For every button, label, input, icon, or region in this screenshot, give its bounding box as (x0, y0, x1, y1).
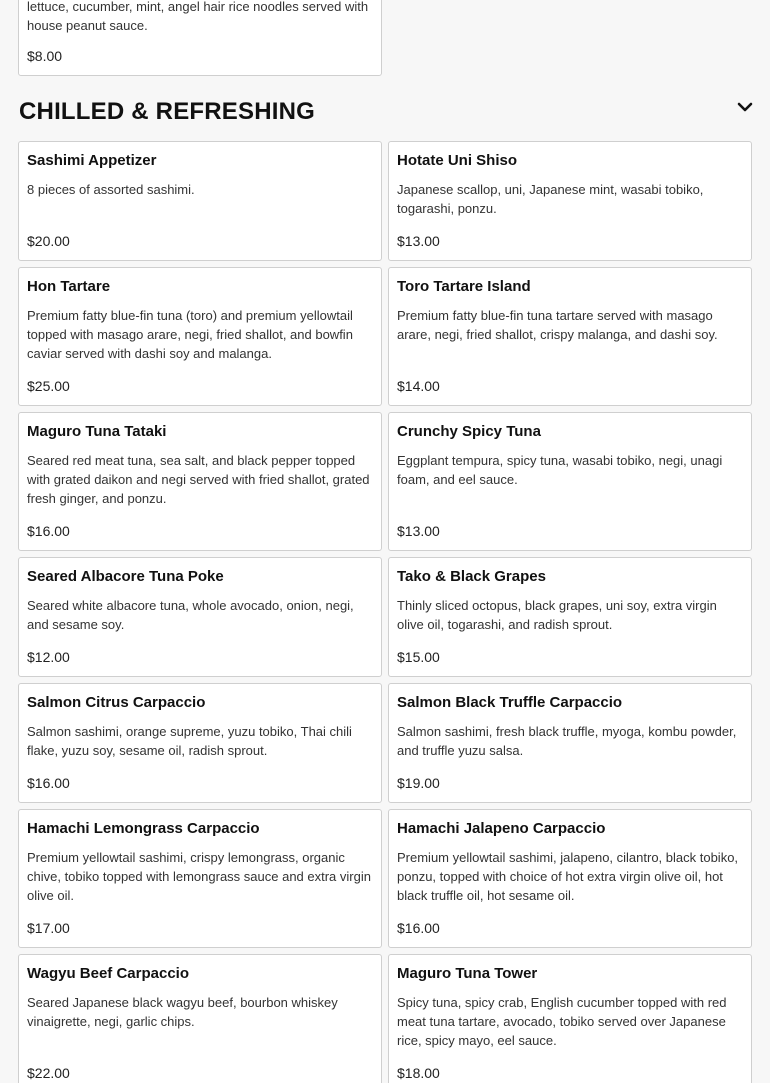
menu-item-card[interactable] (18, 267, 382, 406)
menu-item-name: Salmon Citrus Carpaccio (27, 694, 206, 711)
menu-item-card[interactable] (388, 954, 752, 1083)
menu-item-card[interactable] (18, 809, 382, 948)
menu-item-name: Hamachi Lemongrass Carpaccio (27, 820, 260, 837)
menu-item-name: Maguro Tuna Tataki (27, 423, 167, 440)
menu-item-name: Crunchy Spicy Tuna (397, 423, 541, 440)
menu-item-card[interactable] (18, 412, 382, 551)
chevron-down-icon[interactable] (736, 100, 754, 114)
menu-item-price: $22.00 (27, 1065, 70, 1081)
menu-item-card[interactable] (388, 557, 752, 677)
menu-item-price: $12.00 (27, 649, 70, 665)
menu-item-price: $17.00 (27, 920, 70, 936)
menu-item-description: Premium yellowtail sashimi, crispy lemongrass, organic chive, tobiko topped with lemongrass sauce and extra virgin olive oil. (27, 850, 371, 903)
menu-item-description: Premium yellowtail sashimi, jalapeno, cilantro, black tobiko, ponzu, topped with choice of hot extra virgin olive oil, hot black truffle oil, hot sesame oil. (397, 850, 739, 903)
menu-item-price: $16.00 (397, 920, 440, 936)
menu-item-name: Hon Tartare (27, 278, 111, 295)
menu-item-name: Tako & Black Grapes (397, 568, 546, 585)
menu-item-price: $13.00 (397, 233, 440, 249)
section-title: CHILLED & REFRESHING (19, 98, 316, 125)
menu-item-card[interactable] (388, 412, 752, 551)
menu-item-name: Toro Tartare Island (397, 278, 531, 295)
menu-item-card[interactable] (388, 683, 752, 803)
menu-item-card[interactable] (388, 141, 752, 261)
menu-item-name: Salmon Black Truffle Carpaccio (397, 694, 623, 711)
menu-item-description: Salmon sashimi, orange supreme, yuzu tobiko, Thai chili flake, yuzu soy, sesame oil, radish sprout. (27, 724, 352, 758)
menu-item-price: $20.00 (27, 233, 70, 249)
menu-item-price: $18.00 (397, 1065, 440, 1081)
menu-item-card[interactable] (18, 683, 382, 803)
menu-item-description: Thinly sliced octopus, black grapes, uni soy, extra virgin olive oil, togarashi, and radish sprout. (397, 598, 717, 632)
menu-item-description: Seared white albacore tuna, whole avocado, onion, negi, and sesame soy. (27, 598, 354, 632)
menu-item-description: Premium fatty blue-fin tuna (toro) and premium yellowtail topped with masago arare, negi, fried shallot, and bowfin caviar served with dashi soy and malanga. (27, 308, 353, 361)
menu-item-description: Salmon sashimi, fresh black truffle, myoga, kombu powder, and truffle yuzu salsa. (397, 724, 737, 758)
menu-item-price: $16.00 (27, 775, 70, 791)
menu-item-price: $8.00 (27, 48, 63, 64)
menu-item-description: Eggplant tempura, spicy tuna, wasabi tobiko, negi, unagi foam, and eel sauce. (397, 453, 723, 487)
menu-item-name: Hotate Uni Shiso (397, 152, 518, 169)
menu-item-description: Premium fatty blue-fin tuna tartare served with masago arare, negi, fried shallot, crispy malanga, and dashi soy. (397, 308, 718, 342)
menu-item-name: Hamachi Jalapeno Carpaccio (397, 820, 606, 837)
menu-item-price: $15.00 (397, 649, 440, 665)
menu-item-card[interactable] (18, 557, 382, 677)
menu-item-card[interactable] (18, 954, 382, 1083)
menu-item-price: $14.00 (397, 378, 440, 394)
menu-item-name: Maguro Tuna Tower (397, 965, 538, 982)
menu-item-name: Wagyu Beef Carpaccio (27, 965, 189, 982)
menu-item-card[interactable] (388, 267, 752, 406)
menu-item-price: $19.00 (397, 775, 440, 791)
menu-item-card-partial[interactable] (18, 0, 382, 76)
menu-item-price: $25.00 (27, 378, 70, 394)
menu-item-description: Seared Japanese black wagyu beef, bourbon whiskey vinaigrette, negi, garlic chips. (27, 995, 338, 1029)
menu-item-description: Seared red meat tuna, sea salt, and black pepper topped with grated daikon and negi served with fried shallot, grated fresh ginger, and ponzu. (27, 453, 370, 506)
menu-item-description: lettuce, cucumber, mint, angel hair rice noodles served with house peanut sauce. (27, 0, 369, 33)
menu-item-price: $13.00 (397, 523, 440, 539)
menu-item-description: Japanese scallop, uni, Japanese mint, wasabi tobiko, togarashi, ponzu. (397, 182, 704, 216)
menu-item-description: Spicy tuna, spicy crab, English cucumber topped with red meat tuna tartare, avocado, tobiko served over Japanese rice, spicy mayo, eel sauce. (397, 995, 727, 1048)
menu-item-card[interactable] (388, 809, 752, 948)
menu-item-price: $16.00 (27, 523, 70, 539)
menu-item-description: 8 pieces of assorted sashimi. (27, 182, 195, 197)
menu-item-name: Sashimi Appetizer (27, 152, 157, 169)
menu-item-card[interactable] (18, 141, 382, 261)
menu-item-name: Seared Albacore Tuna Poke (27, 568, 224, 585)
